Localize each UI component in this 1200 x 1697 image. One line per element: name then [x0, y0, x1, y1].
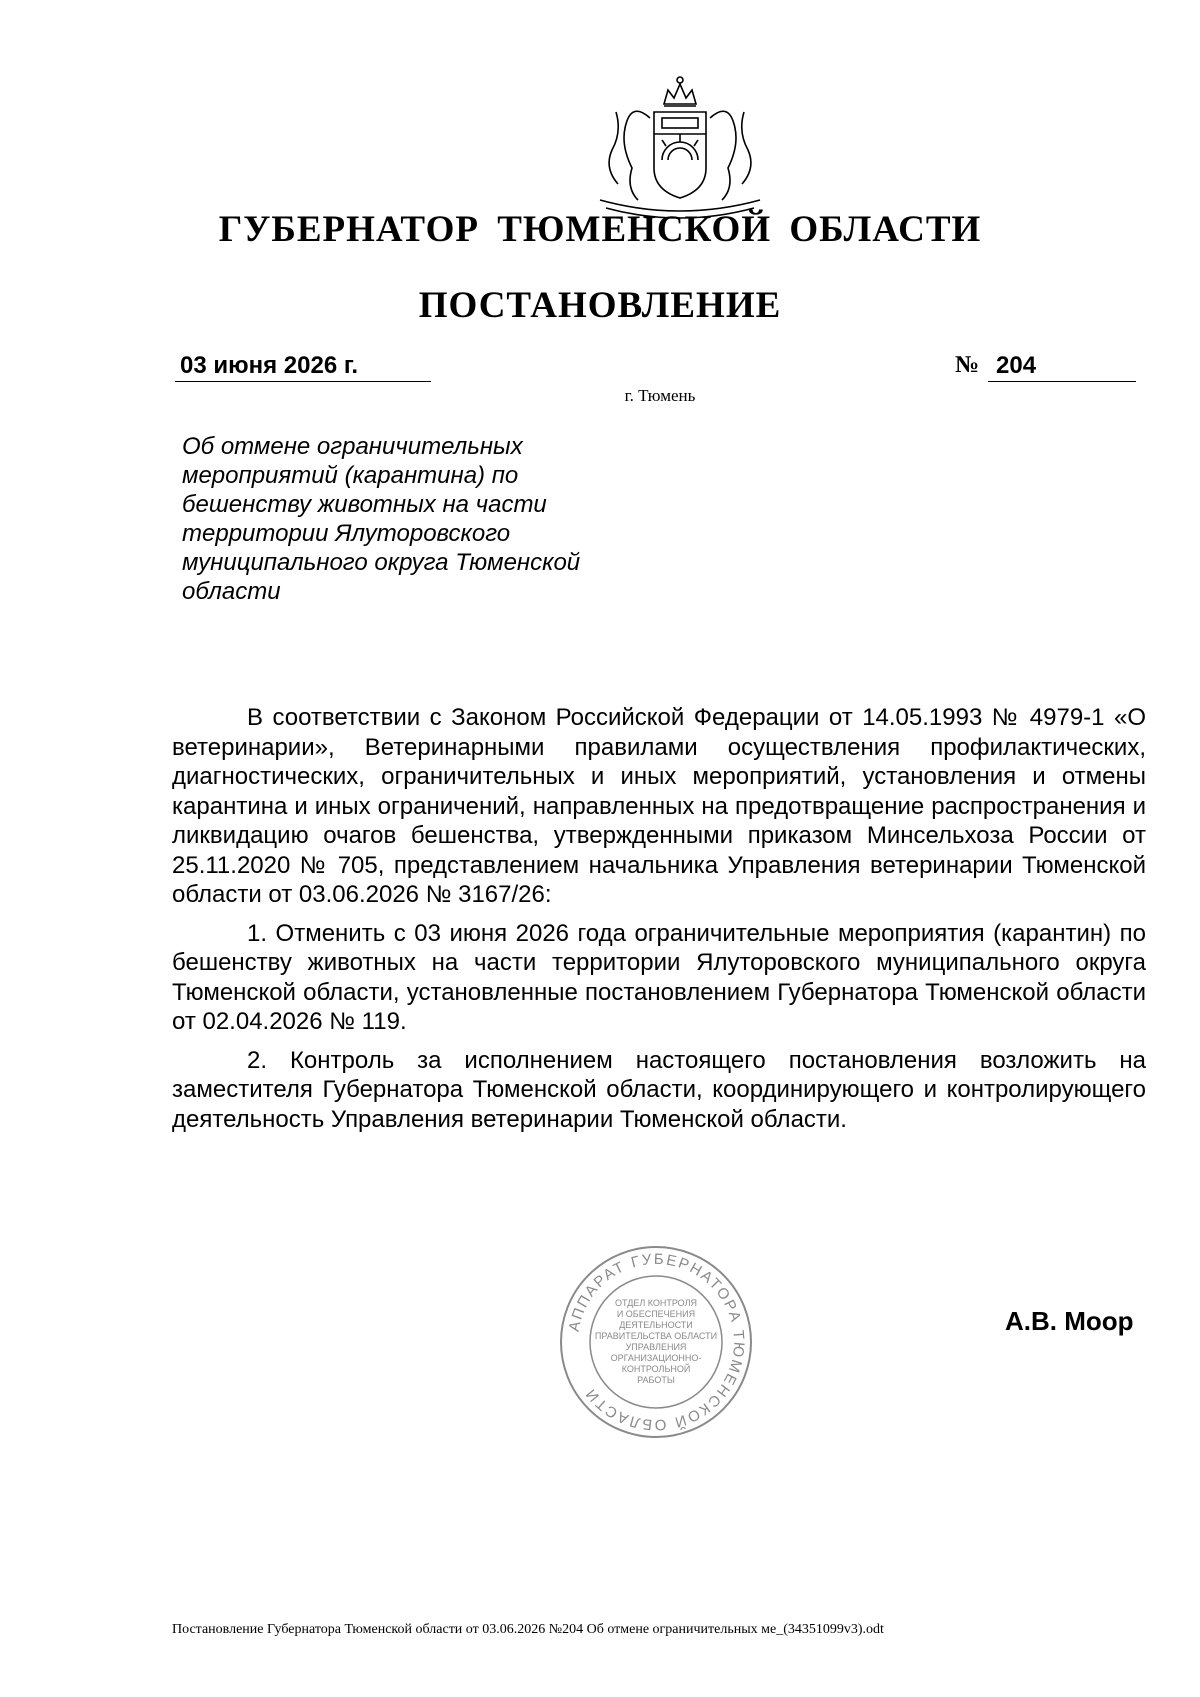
document-number: 204 — [988, 352, 1136, 382]
footer-filename: Постановление Губернатора Тюменской области от 03.06.2026 №204 Об отмене ограничительных ме_(34351099v3).odt — [172, 1622, 884, 1637]
stamp-line: ОРГАНИЗАЦИОННО- — [610, 1353, 702, 1363]
stamp-line: ПРАВИТЕЛЬСТВА ОБЛАСТИ — [594, 1331, 718, 1341]
number-label: № — [955, 352, 980, 378]
issuing-authority: ГУБЕРНАТОР ТЮМЕНСКОЙ ОБЛАСТИ — [218, 209, 982, 250]
stamp-line: ОТДЕЛ КОНТРОЛЯ — [615, 1298, 697, 1308]
coat-of-arms-emblem — [592, 72, 768, 220]
official-stamp — [558, 1244, 754, 1440]
stamp-line: И ОБЕСПЕЧЕНИЯ — [616, 1309, 696, 1319]
stamp-line: ДЕЯТЕЛЬНОСТИ — [619, 1320, 693, 1330]
clause-2-paragraph: 2. Контроль за исполнением настоящего постановления возложить на заместителя Губернатора Тюменской области, координирующего и контролирующего деятельность Управления ветеринарии Тюменской области. — [172, 1046, 1146, 1133]
document-subject: Об отмене ограничительных мероприятий (карантина) по бешенству животных на части территории Ялуторовского муниципального округа Тюменской области — [182, 433, 581, 605]
stamp-line: УПРАВЛЕНИЯ — [625, 1342, 687, 1352]
document-type: ПОСТАНОВЛЕНИЕ — [418, 285, 782, 326]
clause-1-paragraph: 1. Отменить с 03 июня 2026 года ограничительные мероприятия (карантин) по бешенству животных на части территории Ялуторовского муниципального округа Тюменской области, установленные постановлением Губернатора Тюменской области от 02.04.2026 № 119. — [172, 919, 1146, 1035]
signatory-name: А.В. Моор — [1005, 1306, 1134, 1336]
preamble-paragraph: В соответствии с Законом Российской Федерации от 14.05.1993 № 4979-1 «О ветеринарии», Ветеринарными правилами осуществления профилактических, диагностических, ограничительных и иных мероприятий, установления и отмены карантина и иных ограничений, направленных на предотвращение распространения и ликвидацию очагов бешенства, утвержденными приказом Минсельхоза России от 25.11.2020 № 705, представлением начальника Управления ветеринарии Тюменской области от 03.06.2026 № 3167/26: — [172, 704, 1146, 908]
stamp-ring-text: АППАРАТ ГУБЕРНАТОРА ТЮМЕНСКОЙ ОБЛАСТИ — [565, 1250, 748, 1434]
issue-city: г. Тюмень — [624, 386, 696, 405]
stamp-line: РАБОТЫ — [637, 1375, 675, 1385]
stamp-line: КОНТРОЛЬНОЙ — [621, 1364, 691, 1374]
document-date: 03 июня 2026 г. — [175, 352, 431, 382]
document-body — [172, 703, 1146, 1143]
